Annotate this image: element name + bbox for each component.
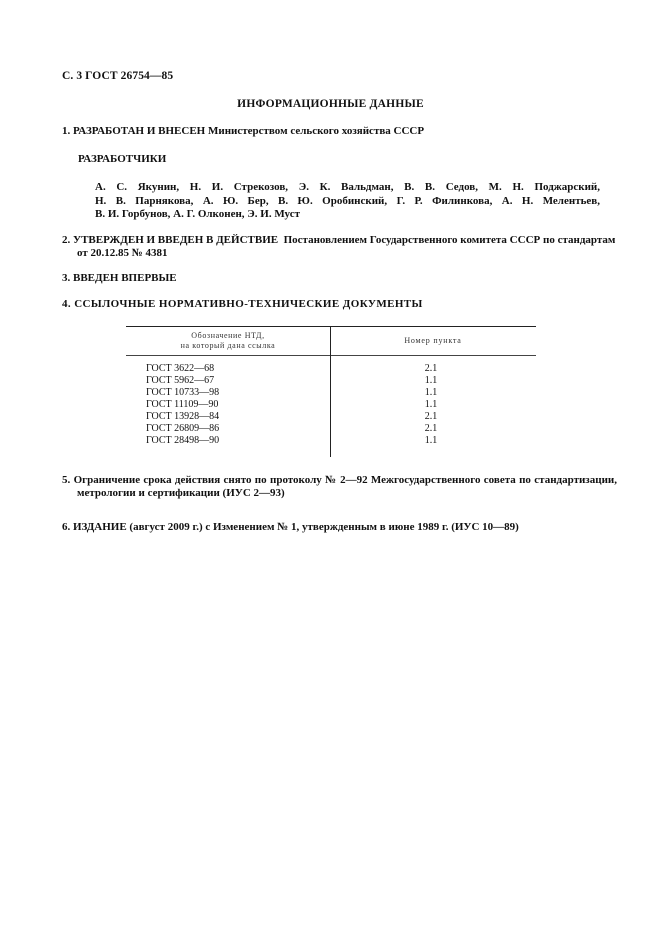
table-top-rule bbox=[126, 326, 536, 327]
developers-line: В. И. Горбунов, А. Г. Олконен, Э. И. Муст bbox=[95, 208, 301, 220]
section-1 bbox=[62, 125, 602, 138]
table-header-rule bbox=[126, 355, 536, 356]
table-cell-clause: 1.1 bbox=[424, 387, 438, 398]
table-cell-doc: ГОСТ 11109—90 bbox=[146, 399, 219, 410]
table-cell-clause: 2.1 bbox=[424, 423, 438, 434]
table-cell-doc: ГОСТ 28498—90 bbox=[146, 435, 220, 446]
table-cell-clause: 2.1 bbox=[424, 363, 438, 374]
page-header: С. 3 ГОСТ 26754—85 bbox=[62, 70, 174, 82]
section-2 bbox=[62, 234, 617, 260]
table-cell-doc: ГОСТ 26809—86 bbox=[146, 423, 220, 434]
table-column-divider bbox=[330, 326, 331, 457]
section-2-rest: Постановлением Государственного комитета СССР по стандартам от 20.12.85 № 4381 bbox=[77, 234, 616, 259]
table-cell-doc: ГОСТ 13928—84 bbox=[146, 411, 220, 422]
section-6: 6. ИЗДАНИЕ (август 2009 г.) с Изменением № 1, утвержденным в июне 1989 г. (ИУС 10—89) bbox=[62, 521, 519, 533]
table-cell-doc: ГОСТ 3622—68 bbox=[146, 363, 215, 374]
developers-label: РАЗРАБОТЧИКИ bbox=[78, 153, 167, 165]
page-title: ИНФОРМАЦИОННЫЕ ДАННЫЕ bbox=[237, 98, 424, 110]
reference-table bbox=[126, 326, 536, 457]
section-5: 5. Ограничение срока действия снято по протоколу № 2—92 Межгосударственного совета по стандартизации, метрологии и сертификации (ИУС 2—93) bbox=[62, 474, 617, 499]
table-clause-column bbox=[416, 363, 446, 447]
section-1-rest: Министерством сельского хозяйства СССР bbox=[207, 125, 425, 137]
table-cell-clause: 1.1 bbox=[424, 435, 438, 446]
table-header-doc: Обозначение НТД, на который дана ссылка bbox=[180, 331, 276, 350]
table-cell-doc: ГОСТ 5962—67 bbox=[146, 375, 215, 386]
table-cell-doc: ГОСТ 10733—98 bbox=[146, 387, 220, 398]
table-cell-clause: 1.1 bbox=[424, 375, 438, 386]
table-doc-column bbox=[146, 363, 219, 447]
table-cell-clause: 2.1 bbox=[424, 411, 438, 422]
developers-line: Н. В. Парнякова, А. Ю. Бер, В. Ю. Оробинский, Г. Р. Филинкова, А. Н. Мелентьев, bbox=[95, 194, 600, 207]
section-2-lead: 2. УТВЕРЖДЕН И ВВЕДЕН В ДЕЙСТВИЕ bbox=[62, 234, 279, 246]
section-4: 4. ССЫЛОЧНЫЕ НОРМАТИВНО-ТЕХНИЧЕСКИЕ ДОКУМЕНТЫ bbox=[62, 298, 423, 310]
developers-line: А. С. Якунин, Н. И. Стрекозов, Э. К. Вальдман, В. В. Седов, М. Н. Поджарский, bbox=[95, 181, 600, 193]
section-3: 3. ВВЕДЕН ВПЕРВЫЕ bbox=[62, 272, 177, 284]
table-header-clause: Номер пункта bbox=[404, 336, 462, 345]
table-cell-clause: 1.1 bbox=[424, 399, 438, 410]
developers-list bbox=[95, 181, 600, 222]
section-1-lead: 1. РАЗРАБОТАН И ВНЕСЕН bbox=[62, 125, 206, 137]
